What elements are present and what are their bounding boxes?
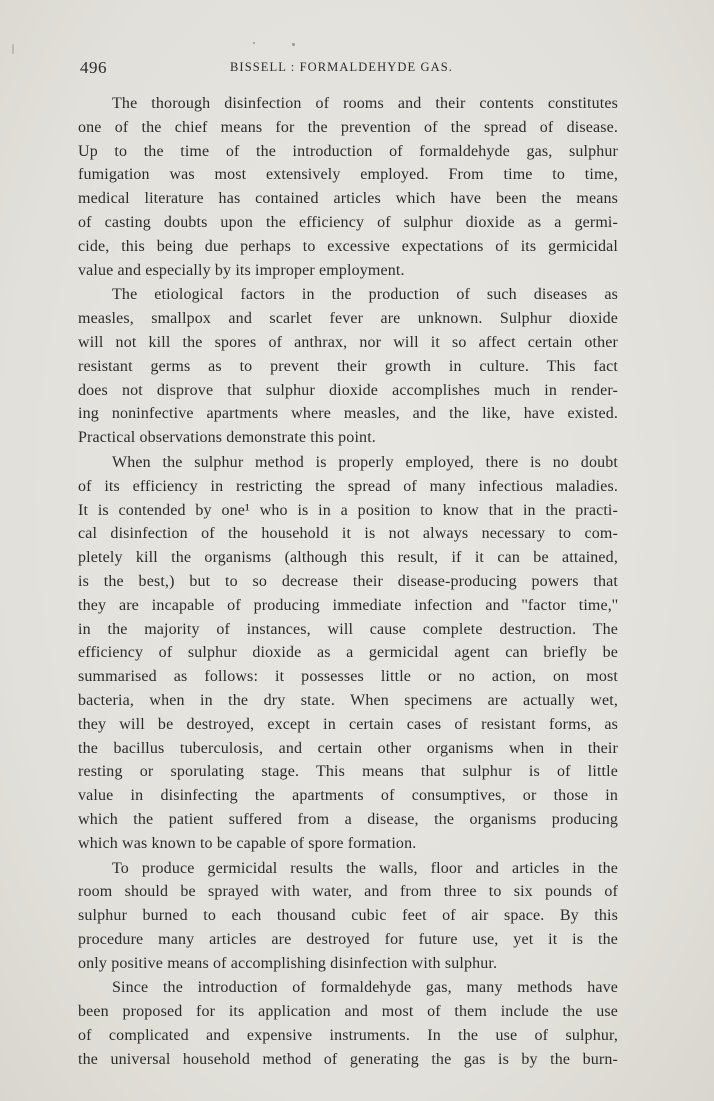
text-line: of casting doubts upon the efficiency of sulphur dioxide as a germi- [78,213,618,231]
text-line: value in disinfecting the apartments of consumptives, or those in [78,787,618,805]
text-line: room should be sprayed with water, and from three to six pounds of [78,883,618,901]
text-line: the universal household method of generating the gas is by the burn- [78,1050,618,1068]
text-line: The thorough disinfection of rooms and their contents constitutes [112,95,618,112]
body-text [78,92,618,1073]
text-line: in the majority of instances, will cause complete destruction. The [78,620,618,638]
text-line: summarised as follows: it possesses little or no action, on most [78,668,618,686]
text-line: medical literature has contained articles which have been the means [78,190,618,208]
scan-speck [12,44,14,54]
scan-speck [292,43,295,46]
text-line: The etiological factors in the production of such diseases as [112,286,618,304]
text-line: resistant germs as to prevent their growth in culture. This fact [78,357,618,375]
running-head: BISSELL : FORMALDEHYDE GAS. [230,60,453,74]
paragraph [78,857,618,976]
text-line: fumigation was most extensively employed. From time to time, [78,166,618,184]
paragraph [78,92,618,282]
text-line: procedure many articles are destroyed for future use, yet it is the [78,930,618,948]
text-line: resting or sporulating stage. This means that sulphur is of little [78,763,618,781]
text-line: is the best,) but to so decrease their disease-producing powers that [78,572,618,590]
text-line: sulphur burned to each thousand cubic feet of air space. By this [78,907,618,925]
text-line: will not kill the spores of anthrax, nor will it so affect certain other [78,333,618,351]
text-line: which the patient suffered from a disease, the organisms producing [78,810,618,828]
text-line: Up to the time of the introduction of formaldehyde gas, sulphur [78,142,618,160]
text-line: of complicated and expensive instruments. In the use of sulphur, [78,1027,618,1045]
text-line: one of the chief means for the prevention of the spread of disease. [78,118,618,136]
text-line: bacteria, when in the dry state. When specimens are actually wet, [78,691,618,709]
text-line: the bacillus tuberculosis, and certain other organisms when in their [78,739,618,757]
text-line: Practical observations demonstrate this point. [78,429,376,447]
text-line: efficiency of sulphur dioxide as a germicidal agent can briefly be [78,644,618,662]
text-line: been proposed for its application and most of them include the use [78,1003,618,1021]
paragraph [78,283,618,450]
paragraph [78,976,618,1071]
page-number: 496 [80,58,107,77]
text-line: only positive means of accomplishing disinfection with sulphur. [78,954,498,972]
text-line: measles, smallpox and scarlet fever are unknown. Sulphur dioxide [78,310,618,328]
paragraph [78,451,618,856]
text-line: they are incapable of producing immediate infection and ''factor time,'' [78,596,618,614]
text-line: value and especially by its improper employment. [78,261,405,279]
text-line: cide, this being due perhaps to excessive expectations of its germicidal [78,237,618,255]
text-line: they will be destroyed, except in certain cases of resistant forms, as [78,715,618,733]
scan-speck [253,42,255,44]
text-line: pletely kill the organisms (although this result, if it can be attained, [78,549,618,567]
text-line: does not disprove that sulphur dioxide accomplishes much in render- [78,381,618,399]
text-line: of its efficiency in restricting the spread of many infectious maladies. [78,477,618,495]
text-line: cal disinfection of the household it is not always necessary to com- [78,525,618,543]
text-line: ing noninfective apartments where measles, and the like, have existed. [78,405,618,423]
text-line: To produce germicidal results the walls, floor and articles in the [112,859,618,877]
text-line: It is contended by one¹ who is in a position to know that in the practi- [78,501,618,519]
text-line: which was known to be capable of spore formation. [78,834,417,852]
text-line: Since the introduction of formaldehyde gas, many methods have [112,979,618,997]
page-header [80,58,617,80]
text-line: When the sulphur method is properly employed, there is no doubt [112,453,618,471]
